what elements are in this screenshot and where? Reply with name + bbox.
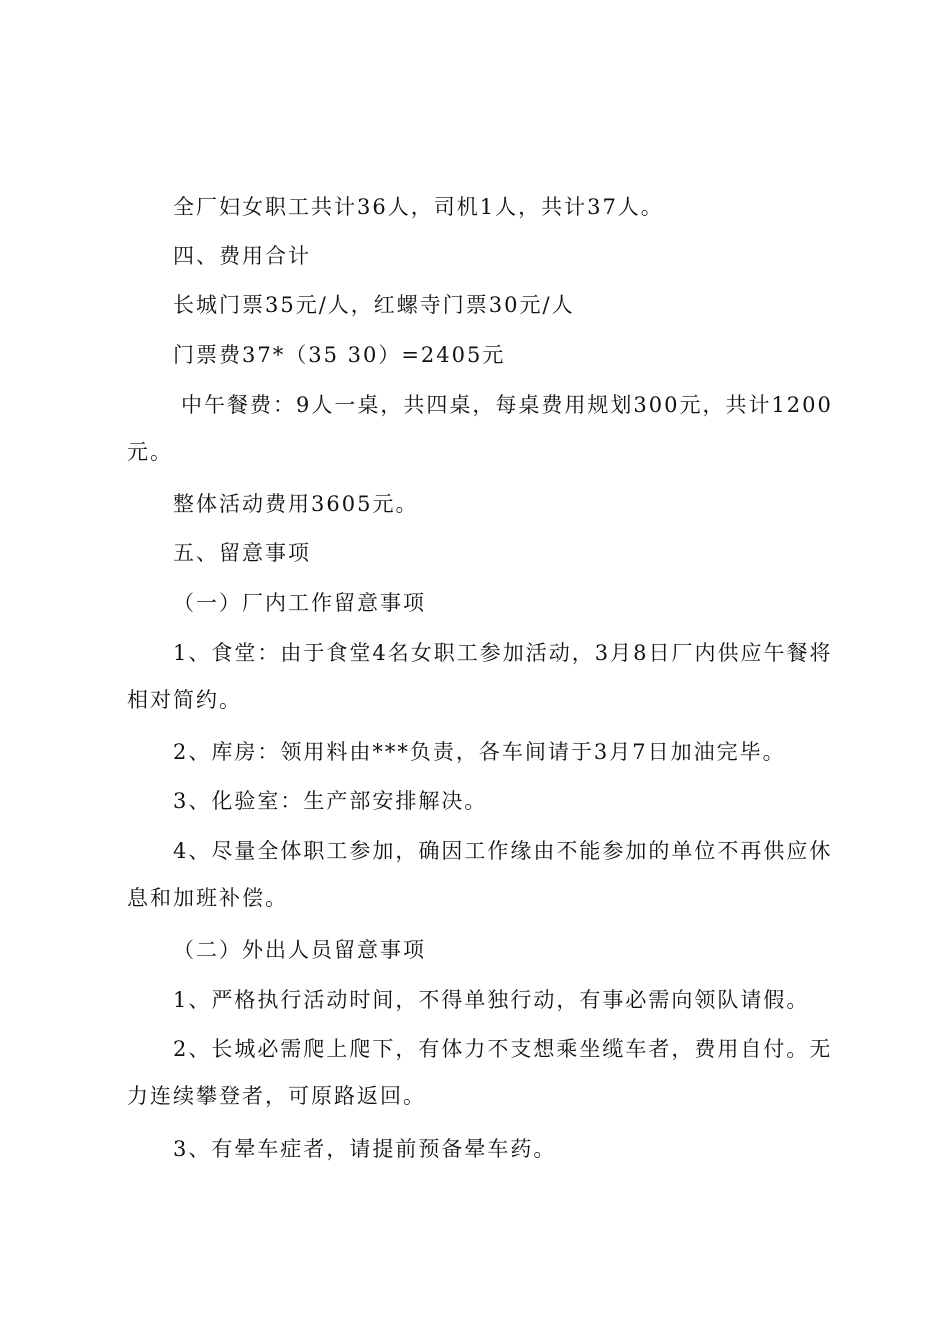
paragraph-motion-sickness: 3、有晕车症者，请提前预备晕车药。 bbox=[173, 1137, 557, 1161]
paragraph-total-cost: 整体活动费用3605元。 bbox=[173, 492, 419, 516]
paragraph-lunch-fee: 中午餐费：9人一桌，共四桌，每桌费用规划300元，共计1200元。 bbox=[127, 393, 833, 464]
paragraph-ticket-fee: 门票费37*（35 30）=2405元 bbox=[173, 343, 506, 367]
heading-cost-total: 四、费用合计 bbox=[173, 244, 311, 268]
paragraph-great-wall: 2、长城必需爬上爬下，有体力不支想乘坐缆车者，费用自付。无力连续攀登者，可原路返回。 bbox=[127, 1037, 833, 1108]
subheading-factory-notes: （一）厂内工作留意事项 bbox=[173, 591, 426, 615]
heading-notes: 五、留意事项 bbox=[173, 541, 311, 565]
subheading-outing-notes: （二）外出人员留意事项 bbox=[173, 938, 426, 962]
paragraph-staff-count: 全厂妇女职工共计36人，司机1人，共计37人。 bbox=[173, 195, 664, 219]
paragraph-lab: 3、化验室：生产部安排解决。 bbox=[173, 789, 488, 813]
paragraph-ticket-prices: 长城门票35元/人，红螺寺门票30元/人 bbox=[173, 293, 575, 317]
paragraph-warehouse: 2、库房：领用料由***负责，各车间请于3月7日加油完毕。 bbox=[173, 740, 786, 764]
paragraph-schedule: 1、严格执行活动时间，不得单独行动，有事必需向领队请假。 bbox=[173, 988, 810, 1012]
paragraph-canteen: 1、食堂：由于食堂4名女职工参加活动，3月8日厂内供应午餐将相对简约。 bbox=[127, 641, 833, 712]
paragraph-attendance: 4、尽量全体职工参加，确因工作缘由不能参加的单位不再供应休息和加班补偿。 bbox=[127, 839, 833, 910]
